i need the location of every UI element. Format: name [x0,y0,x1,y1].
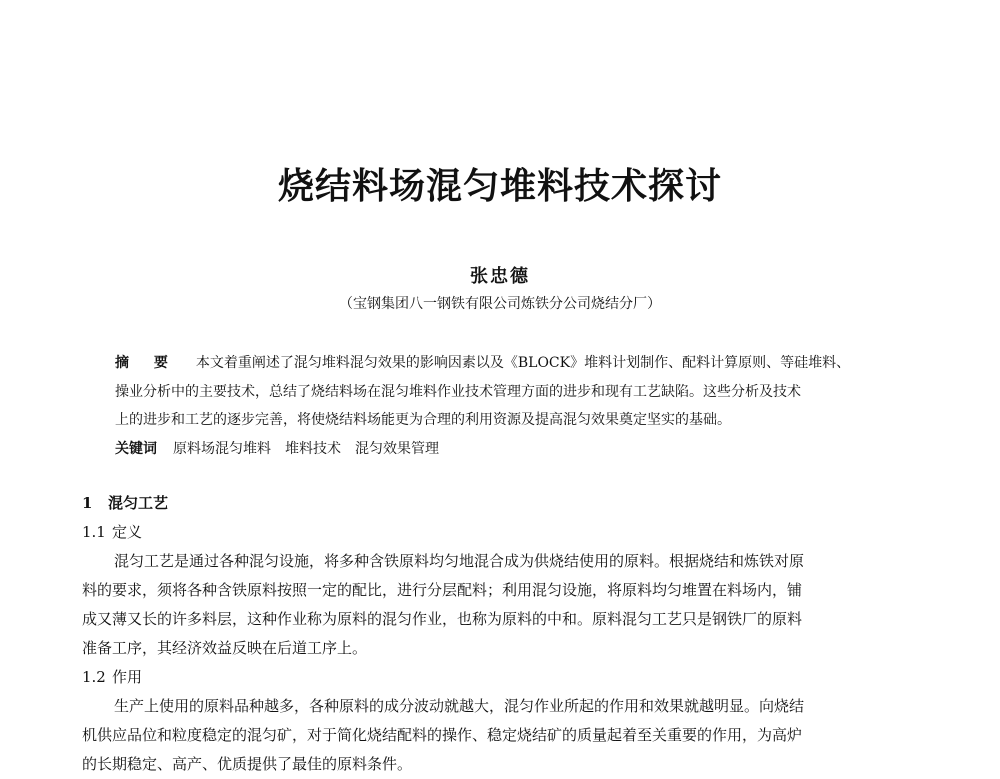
subsection-heading [82,518,912,547]
subsection-number: 1.1 [82,523,106,541]
paragraph-line: 准备工序，其经济效益反映在后道工序上。 [82,639,368,657]
paragraph-line: 的长期稳定、高产、优质提供了最佳的原料条件。 [82,755,413,773]
abstract-line: 上的进步和工艺的逐步完善，将使烧结料场能更为合理的利用资源及提高混匀效果奠定坚实的基础。 [115,412,731,428]
paragraph [82,547,912,663]
author-name: 张忠德 [470,266,530,287]
subsection-title: 定义 [112,523,143,541]
keywords-label: 关键词 [115,440,157,457]
author-affiliation: （宝钢集团八一钢铁有限公司炼铁分公司烧结分厂） [339,296,661,312]
abstract-block [115,349,875,463]
keyword: 原料场混匀堆料 [173,440,271,457]
abstract-text: 本文着重阐述了混匀堆料混匀效果的影响因素以及《BLOCK》堆料计划制作、配料计算原则、等硅堆料、 [195,355,851,371]
section-heading [82,489,912,518]
section-title: 混匀工艺 [108,494,169,512]
paragraph [82,692,912,779]
subsection-heading [82,663,912,692]
paragraph-line: 成又薄又长的许多料层，这种作业称为原料的混匀作业，也称为原料的中和。原料混匀工艺只是钢铁厂的原料 [82,610,803,628]
abstract-line [115,349,875,378]
subsection-title: 作用 [112,668,143,686]
body-text [82,489,912,779]
paragraph-line: 料的要求，须将各种含铁原料按照一定的配比，进行分层配料；利用混匀设施，将原料均匀堆置在料场内，铺 [82,581,803,599]
subsection-number: 1.2 [82,668,106,686]
abstract-label: 摘 要 [115,355,178,371]
paragraph-line: 混匀工艺是通过各种混匀设施，将多种含铁原料均匀地混合成为供烧结使用的原料。根据烧结和炼铁对原 [114,552,805,570]
abstract-line: 操业分析中的主要技术，总结了烧结料场在混匀堆料作业技术管理方面的进步和现有工艺缺陷。这些分析及技术 [115,383,801,400]
paper-title: 烧结料场混匀堆料技术探讨 [277,165,722,207]
keywords-line [115,435,875,464]
section-number: 1 [82,494,93,512]
keyword: 堆料技术 [285,440,341,457]
keyword: 混匀效果管理 [355,440,439,457]
paragraph-line: 机供应品位和粒度稳定的混匀矿，对于简化烧结配料的操作、稳定烧结矿的质量起着至关重要的作用，为高炉 [82,726,803,744]
paragraph-line: 生产上使用的原料品种越多，各种原料的成分波动就越大，混匀作业所起的作用和效果就越明显。向烧结 [114,697,805,715]
